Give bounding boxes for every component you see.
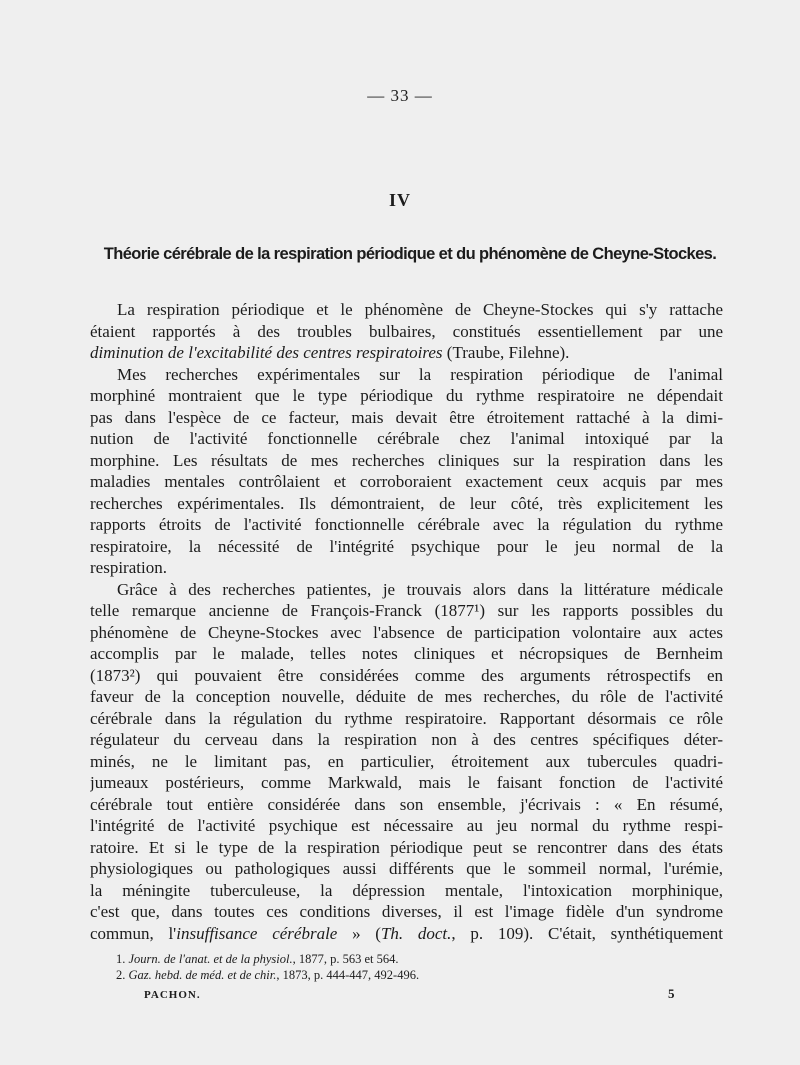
italic-text: Journ. de l'anat. et de la physiol.: [128, 952, 293, 966]
footnotes: [116, 951, 716, 983]
footnote: [116, 967, 716, 983]
italic-text: diminution de l'excitabilité des centres respiratoires: [90, 343, 443, 362]
text-line: l'intégrité de l'activité psychique est nécessaire au jeu normal du rythme respi-: [90, 816, 723, 835]
text-line: cérébrale dans la régulation du rythme respiratoire. Rapportant désormais ce rôle: [90, 708, 723, 728]
author-signature-mark: PACHON.: [144, 989, 201, 1001]
text-line: régulateur du cerveau dans la respiration non à des centres spécifiques déter-: [90, 730, 723, 749]
text-segment: » (: [337, 923, 381, 943]
chapter-number: IV: [388, 190, 411, 210]
text-line: Grâce à des recherches patientes, je trouvais alors dans la littérature médicale: [117, 579, 723, 599]
text-line: faveur de la conception nouvelle, déduite de mes recherches, du rôle de l'activité: [90, 687, 723, 706]
text-line: minés, ne le limitant pas, en particulier, étroitement aux tubercules quadri-: [90, 751, 723, 771]
text-line: maladies mentales contrôlaient et corroboraient exactement ceux acquis par mes: [90, 472, 723, 491]
text-line: cérébrale tout entière considérée dans son ensemble, j'écrivais : « En résumé,: [90, 794, 723, 814]
text-line: La respiration périodique et le phénomène de Cheyne-Stockes qui s'y rattache: [117, 300, 723, 319]
text-line: telle remarque ancienne de François-Franck (1877¹) sur les rapports possibles du: [90, 601, 723, 620]
italic-text: Th. doct.: [380, 923, 452, 943]
body-text: [90, 299, 723, 944]
section-title: Théorie cérébrale de la respiration périodique et du phénomène de Cheyne-Stockes.: [103, 245, 717, 263]
text-line: physiologiques ou pathologiques aussi différents que le sommeil normal, l'urémie,: [90, 859, 723, 878]
text-segment: commun, l': [90, 923, 177, 943]
text-line: phénomène de Cheyne-Stockes avec l'absence de participation volontaire aux actes: [90, 622, 723, 642]
italic-text: Gaz. hebd. de méd. et de chir.: [128, 968, 277, 982]
text-line: ratoire. Et si le type de la respiration périodique peut se rencontrer dans des états: [90, 837, 723, 857]
text-segment: (Traube, Filehne).: [442, 343, 570, 362]
text-line: (1873²) qui pouvaient être considérées comme des arguments rétrospectifs en: [90, 665, 723, 685]
text-line: rapports étroits de l'activité fonctionnelle cérébrale avec la régulation du rythme: [90, 515, 723, 534]
text-line: recherches expérimentales. Ils démontraient, de leur côté, très explicitement les: [90, 493, 723, 513]
page-number: — 33 —: [367, 86, 433, 105]
text-line: [90, 923, 723, 945]
text-segment: , 1877, p. 563 et 564.: [292, 952, 399, 966]
text-segment: , p. 109). C'était, synthétiquement: [451, 923, 723, 943]
text-line: étaient rapportés à des troubles bulbaires, constitués essentiellement par une: [90, 321, 723, 341]
text-segment: , 1873, p. 444-447, 492-496.: [276, 968, 420, 982]
text-line: jumeaux postérieurs, comme Markwald, mais le faisant fonction de l'activité: [90, 773, 723, 792]
text-line: accomplis par le malade, telles notes cliniques et nécropsiques de Bernheim: [90, 644, 723, 663]
text-line: morphine. Les résultats de mes recherches cliniques sur la respiration dans les: [90, 450, 723, 470]
text-line: c'est que, dans toutes ces conditions diverses, il est l'image fidèle d'un syndrome: [90, 902, 723, 921]
text-segment: 1.: [116, 952, 129, 966]
text-segment: 2.: [116, 968, 129, 982]
text-line: respiratoire, la nécessité de l'intégrité psychique pour le jeu normal de la: [90, 536, 723, 556]
text-line: [90, 342, 723, 364]
footnote: [116, 951, 716, 967]
text-line: morphiné montraient que le type périodique du rythme respiratoire ne dépendait: [90, 386, 723, 405]
text-line: respiration.: [90, 558, 167, 577]
text-line: la méningite tuberculeuse, la dépression mentale, l'intoxication morphinique,: [90, 880, 723, 900]
text-line: Mes recherches expérimentales sur la respiration périodique de l'animal: [117, 364, 723, 384]
text-line: pas dans l'espèce de ce facteur, mais devait être étroitement rattaché à la dimi-: [90, 407, 723, 427]
italic-text: insuffisance cérébrale: [176, 923, 338, 943]
sheet-signature-number: 5: [668, 986, 675, 1001]
text-line: nution de l'activité fonctionnelle cérébrale chez l'animal intoxiqué par la: [90, 429, 723, 448]
